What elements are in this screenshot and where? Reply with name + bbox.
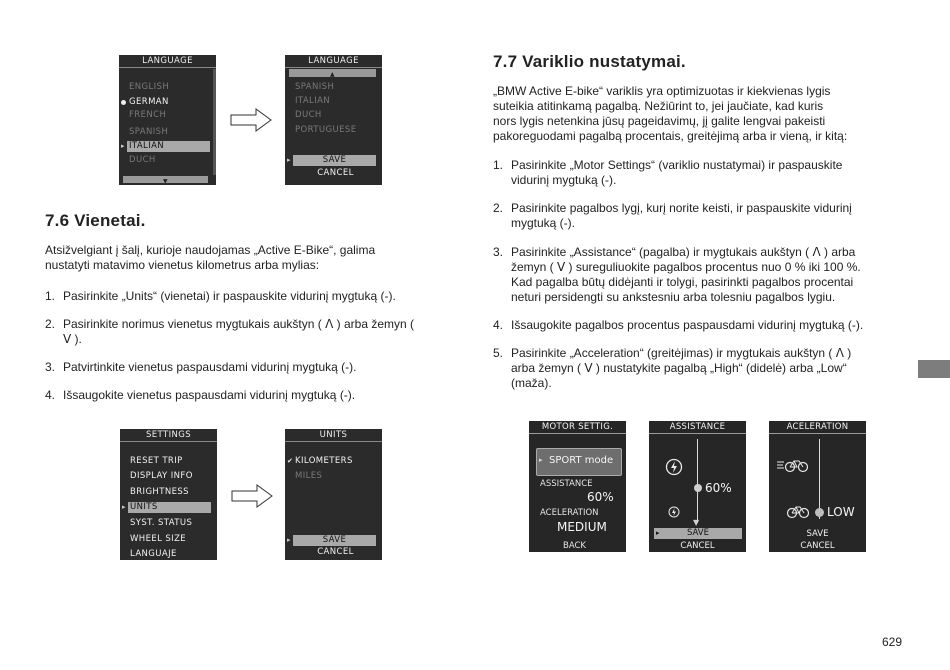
right-arrow-icon	[231, 484, 273, 508]
step-text: Išsaugokite pagalbos procentus paspausdami vidurinį mygtuką (-).	[511, 318, 864, 332]
chapter-tab	[918, 360, 950, 378]
language-screen-1	[119, 55, 216, 185]
language-option[interactable]: DUCH	[295, 110, 322, 120]
cursor-icon: ▸	[122, 503, 126, 511]
settings-menu-item[interactable]: RESET TRIP	[130, 456, 183, 466]
step-text: Pasirinkite „Units“ (vienetai) ir paspauskite vidurinį mygtuką (-).	[63, 289, 396, 303]
bike-slow-icon	[787, 505, 809, 519]
language-label: ITALIAN	[129, 141, 165, 151]
cancel-button[interactable]: CANCEL	[680, 541, 715, 551]
screen-header: ACELERATION	[769, 421, 866, 434]
scroll-down-bar[interactable]	[123, 176, 208, 183]
cancel-button[interactable]: CANCEL	[317, 168, 354, 178]
section-7-6-intro	[45, 243, 375, 273]
step-number: 5.	[493, 346, 504, 360]
language-label: GERMAN	[129, 97, 169, 107]
settings-menu-item[interactable]: DISPLAY INFO	[130, 471, 193, 481]
acceleration-value: LOW	[827, 505, 855, 519]
chevron-down-icon: ▼	[162, 178, 168, 185]
step-item	[45, 360, 465, 376]
settings-label: UNITS	[130, 502, 158, 512]
save-button[interactable]: SAVE	[806, 529, 829, 539]
units-screen	[285, 429, 382, 560]
scroll-up-bar[interactable]	[289, 69, 376, 77]
step-text: Patvirtinkite vienetus paspausdami vidurinį mygtuką (-).	[63, 360, 357, 374]
language-option[interactable]: SPANISH	[129, 127, 169, 137]
step-item	[493, 158, 913, 190]
step-number: 2.	[45, 317, 56, 331]
section-title-7-6: 7.6 Vienetai.	[45, 211, 146, 230]
slider-track[interactable]	[697, 439, 698, 523]
cancel-button[interactable]: CANCEL	[317, 547, 354, 557]
intro-line: Atsižvelgiant į šalį, kurioje naudojamas „Active E-Bike“, galima	[45, 243, 376, 257]
selected-dot-icon	[121, 100, 126, 105]
step-text: (maža).	[511, 376, 552, 390]
settings-screen	[120, 429, 217, 560]
step-text: arba žemyn ( ᐯ ) nustatykite pagalbą „High“ (didelė) arba „Low“	[511, 361, 847, 375]
chevron-down-icon: ▼	[693, 518, 700, 527]
step-item	[493, 318, 913, 334]
settings-menu-item[interactable]: LANGUAJE	[130, 549, 177, 559]
section-title-7-7: 7.7 Variklio nustatymai.	[493, 52, 686, 71]
screen-header: MOTOR SETTIG.	[529, 421, 626, 434]
settings-menu-item[interactable]: WHEEL SIZE	[130, 534, 187, 544]
step-text: Kad pagalba būtų didėjanti ir tolygi, pasirinkti pagalbos procentai	[511, 275, 854, 289]
language-option-highlight[interactable]	[121, 141, 210, 152]
language-screen-2	[285, 55, 382, 185]
language-option-selected[interactable]	[129, 97, 210, 108]
step-item	[45, 388, 465, 404]
scrollbar[interactable]	[213, 69, 216, 175]
check-icon: ✔	[287, 457, 294, 465]
language-option[interactable]: ENGLISH	[129, 82, 170, 92]
step-number: 2.	[493, 201, 504, 215]
language-option[interactable]: FRENCH	[129, 110, 167, 120]
cursor-icon: ▸	[287, 536, 291, 544]
step-number: 4.	[45, 388, 56, 402]
save-button[interactable]	[654, 528, 742, 539]
power-low-icon	[668, 506, 680, 518]
step-text: mygtuką (-).	[511, 216, 576, 230]
step-item	[45, 289, 465, 305]
cursor-icon: ▸	[539, 456, 543, 464]
save-button[interactable]	[287, 155, 376, 166]
step-text: Pasirinkite „Motor Settings“ (variklio nustatymai) ir paspauskite	[511, 158, 843, 172]
section-7-7-intro	[493, 84, 847, 144]
step-text: Išsaugokite vienetus paspausdami vidurinį mygtuką (-).	[63, 388, 356, 402]
sport-mode-button[interactable]	[536, 448, 622, 476]
screen-header: ASSISTANCE	[649, 421, 746, 434]
step-text: Pasirinkite norimus vienetus mygtukais aukštyn ( ᐱ ) arba žemyn (	[63, 317, 414, 331]
step-item	[493, 346, 913, 393]
intro-line: nustatyti matavimo vienetus kilometrus arba mylias:	[45, 258, 320, 272]
settings-menu-item-selected[interactable]	[122, 502, 211, 513]
intro-line: suteikia atitinkamą pagalbą. Nežiūrint to, jei jaučiate, kad kuris	[493, 99, 824, 113]
step-number: 3.	[45, 360, 56, 374]
save-label: SAVE	[322, 535, 347, 545]
step-text: Pasirinkite pagalbos lygį, kurį norite keisti, ir paspauskite vidurinį	[511, 201, 852, 215]
intro-line: „BMW Active E-bike“ variklis yra optimizuotas ir kiekvienas lygis	[493, 84, 831, 98]
language-option[interactable]: ITALIAN	[295, 96, 331, 106]
acceleration-label[interactable]: ACELERATION	[540, 508, 599, 518]
slider-knob[interactable]	[694, 484, 702, 492]
step-text: vidurinį mygtuką (-).	[511, 173, 617, 187]
step-text: Pasirinkite „Assistance“ (pagalba) ir mygtukais aukštyn ( ᐱ ) arba	[511, 245, 856, 259]
right-arrow-icon	[230, 108, 272, 132]
settings-menu-item[interactable]: BRIGHTNESS	[130, 487, 189, 497]
step-text: ᐯ ).	[63, 332, 82, 346]
acceleration-screen	[769, 421, 866, 552]
screen-header: SETTINGS	[120, 429, 217, 442]
language-option[interactable]: DUCH	[129, 155, 156, 165]
cancel-button[interactable]: CANCEL	[800, 541, 835, 551]
motor-settings-screen	[529, 421, 626, 552]
intro-line: nors lygis netenkina jūsų pageidavimų, jį galite lengvai pakeisti	[493, 114, 826, 128]
step-item	[493, 201, 913, 233]
assistance-screen	[649, 421, 746, 552]
units-option-selected[interactable]	[287, 456, 376, 467]
save-label: SAVE	[322, 155, 347, 165]
screen-header: LANGUAGE	[119, 55, 216, 68]
screen-header: LANGUAGE	[285, 55, 382, 68]
language-option[interactable]: PORTUGUESE	[295, 125, 357, 135]
units-label: KILOMETERS	[295, 456, 353, 466]
step-text: žemyn ( ᐯ ) sureguliuokite pagalbos procentus nuo 0 % iki 100 %.	[511, 260, 861, 274]
back-button[interactable]: BACK	[563, 541, 587, 551]
cursor-icon: ▸	[287, 156, 291, 164]
cursor-icon: ▸	[656, 529, 660, 537]
chevron-up-icon: ▲	[329, 71, 335, 78]
step-number: 4.	[493, 318, 504, 332]
assistance-label[interactable]: ASSISTANCE	[540, 479, 593, 489]
save-label: SAVE	[686, 528, 709, 538]
power-high-icon	[665, 458, 683, 476]
language-option[interactable]: SPANISH	[295, 82, 335, 92]
screen-header: UNITS	[285, 429, 382, 442]
slider-knob[interactable]	[815, 508, 824, 517]
page-number: 629	[882, 635, 903, 649]
step-number: 3.	[493, 245, 504, 259]
cursor-icon: ▸	[121, 142, 125, 150]
step-item	[45, 317, 465, 349]
step-text: Pasirinkite „Acceleration“ (greitėjimas) ir mygtukais aukštyn ( ᐱ )	[511, 346, 852, 360]
bike-fast-icon	[777, 459, 809, 473]
settings-menu-item[interactable]: SYST. STATUS	[130, 518, 193, 528]
save-button[interactable]	[287, 535, 376, 546]
units-option[interactable]: MILES	[295, 471, 323, 481]
assistance-value: 60%	[587, 490, 614, 504]
intro-line: pakoreguodami pagalbą procentais, greitėjimą arba ir vieną, ir kitą:	[493, 129, 848, 143]
mode-label: SPORT mode	[549, 455, 614, 466]
step-number: 1.	[45, 289, 56, 303]
assistance-value: 60%	[705, 481, 732, 495]
acceleration-value: MEDIUM	[557, 520, 607, 534]
slider-track[interactable]	[819, 439, 820, 519]
step-number: 1.	[493, 158, 504, 172]
step-text: neturi persidengti su ankstesniu arba tolesniu pagalbos lygiu.	[511, 290, 836, 304]
step-item	[493, 245, 913, 307]
